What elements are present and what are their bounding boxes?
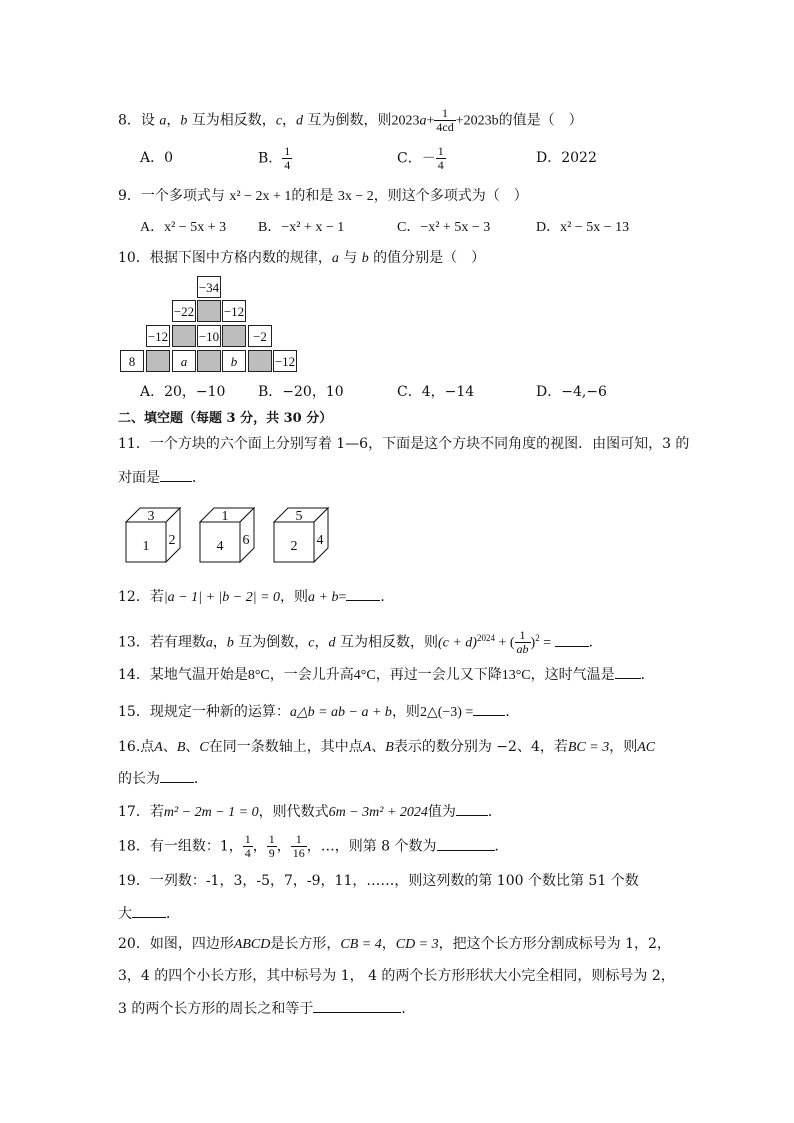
pyramid-cell: −10 — [197, 325, 221, 347]
pyramid-cell-shaded — [197, 350, 221, 372]
pyramid-cell: −22 — [172, 300, 196, 322]
q8-option-b[interactable]: B． $\frac{1}{4}$ — [258, 144, 291, 172]
section-header: 二、填空题（每题 3 分，共 30 分） — [118, 411, 333, 426]
cube-views — [118, 502, 368, 568]
q10-option-d[interactable]: D．−4,−6 — [536, 384, 607, 400]
cube-3-top: 5 — [295, 509, 303, 524]
q9-option-b[interactable]: B．−x² + x − 1 — [258, 220, 345, 235]
q9-option-d[interactable]: D．x² − 5x − 13 — [536, 220, 630, 235]
pyramid-cell-shaded — [197, 300, 221, 322]
question-15: 15．现规定一种新的运算：a△b = ab − a + b，则2△(−3) = ． — [118, 701, 519, 723]
question-17: 17．若m² − 2m − 1 = 0，则代数式6m − 3m² + 2024值为 ． — [118, 801, 502, 823]
pyramid-cell-shaded — [172, 325, 196, 347]
pyramid-cell-shaded — [248, 350, 272, 372]
pyramid-cell: 8 — [120, 350, 144, 372]
answer-blank[interactable] — [456, 801, 488, 816]
fraction: $\frac{1}{4cd}$ — [436, 106, 454, 134]
answer-blank[interactable] — [615, 664, 641, 679]
answer-blank[interactable] — [160, 467, 192, 482]
question-19: 19．一列数：-1，3，-5，7，-9，11，……，则这列数的第 100 个数比第 51 个数 — [118, 873, 639, 889]
answer-blank[interactable] — [555, 632, 589, 647]
cube-1-front: 1 — [142, 539, 150, 554]
q8-option-c[interactable]: C．－ $\frac{1}{4}$ — [397, 144, 444, 172]
question-14: 14．某地气温开始是8°C，一会儿升高4°C，再过一会儿又下降13°C，这时气温是 ． — [118, 664, 655, 686]
cube-2-top: 1 — [221, 509, 229, 524]
q10-option-c[interactable]: C．4，−14 — [397, 384, 475, 400]
pyramid-cell: −12 — [222, 300, 246, 322]
pyramid-cell-shaded — [222, 325, 246, 347]
q10-option-b[interactable]: B．−20，10 — [258, 384, 344, 400]
answer-blank[interactable] — [132, 903, 166, 918]
question-13: 13．若有理数a，b 互为倒数，c，d 互为相反数，则$(c + d)^{2024}$ + ( $\frac{1}{ab}$ )$^2$ = ． — [118, 628, 603, 657]
pyramid-cell-shaded — [146, 350, 170, 372]
answer-blank[interactable] — [160, 768, 194, 783]
q9-option-a[interactable]: A．x² − 5x + 3 — [140, 220, 227, 235]
pyramid-cell: −34 — [197, 276, 221, 298]
answer-blank[interactable] — [473, 701, 505, 716]
answer-blank[interactable] — [313, 998, 401, 1013]
q9-option-c[interactable]: C．−x² + 5x − 3 — [397, 220, 491, 235]
cube-2-side: 6 — [242, 533, 250, 548]
pyramid-cell: −2 — [248, 325, 272, 347]
cube-2-front: 4 — [216, 539, 224, 554]
answer-blank[interactable] — [346, 586, 380, 601]
answer-blank[interactable] — [437, 836, 495, 851]
q8-option-a[interactable]: A．0 — [140, 150, 174, 166]
question-10: 10．根据下图中方格内数的规律，a 与 b 的值分别是（ ） — [118, 250, 486, 266]
cube-1-side: 2 — [168, 533, 176, 548]
question-20: 20．如图，四边形ABCD是长方形，CB = 4，CD = 3，把这个长方形分割成标号为 1，2， — [118, 936, 671, 952]
cube-3-side: 4 — [316, 533, 324, 548]
q10-option-a[interactable]: A．20，−10 — [140, 384, 226, 400]
pyramid-cell-a: a — [172, 350, 196, 372]
question-16: 16.点A、B、C在同一条数轴上，其中点A、B表示的数分别为 −2、4，若BC = 3，则AC — [118, 739, 656, 755]
question-9: 9．一个多项式与 x² − 2x + 1的和是 3x − 2，则这个多项式为（ ） — [118, 188, 528, 204]
question-12: 12．若|a − 1| + |b − 2| = 0，则a + b= ． — [118, 586, 394, 608]
pyramid-cell: −12 — [146, 325, 170, 347]
question-11: 11．一个方块的六个面上分别写着 1—6，下面是这个方块不同角度的视图．由图可知，3 的 — [118, 436, 690, 452]
cube-3-front: 2 — [290, 539, 298, 554]
pyramid-cell: −12 — [273, 350, 297, 372]
cube-1-top: 3 — [147, 509, 155, 524]
pyramid-cell-b: b — [222, 350, 246, 372]
question-8: 8．设 a，b 互为相反数，c，d 互为倒数，则2023a+ $\frac{1}{4cd}$ +2023b的值是（ ） — [118, 106, 583, 134]
q8-option-d[interactable]: D．2022 — [536, 150, 597, 166]
question-18: 18．有一组数：1， $\frac{1}{4}$ ， $\frac{1}{9}$ ， $\frac{1}{16}$ ，…，则第 8 个数为 ． — [118, 832, 509, 860]
